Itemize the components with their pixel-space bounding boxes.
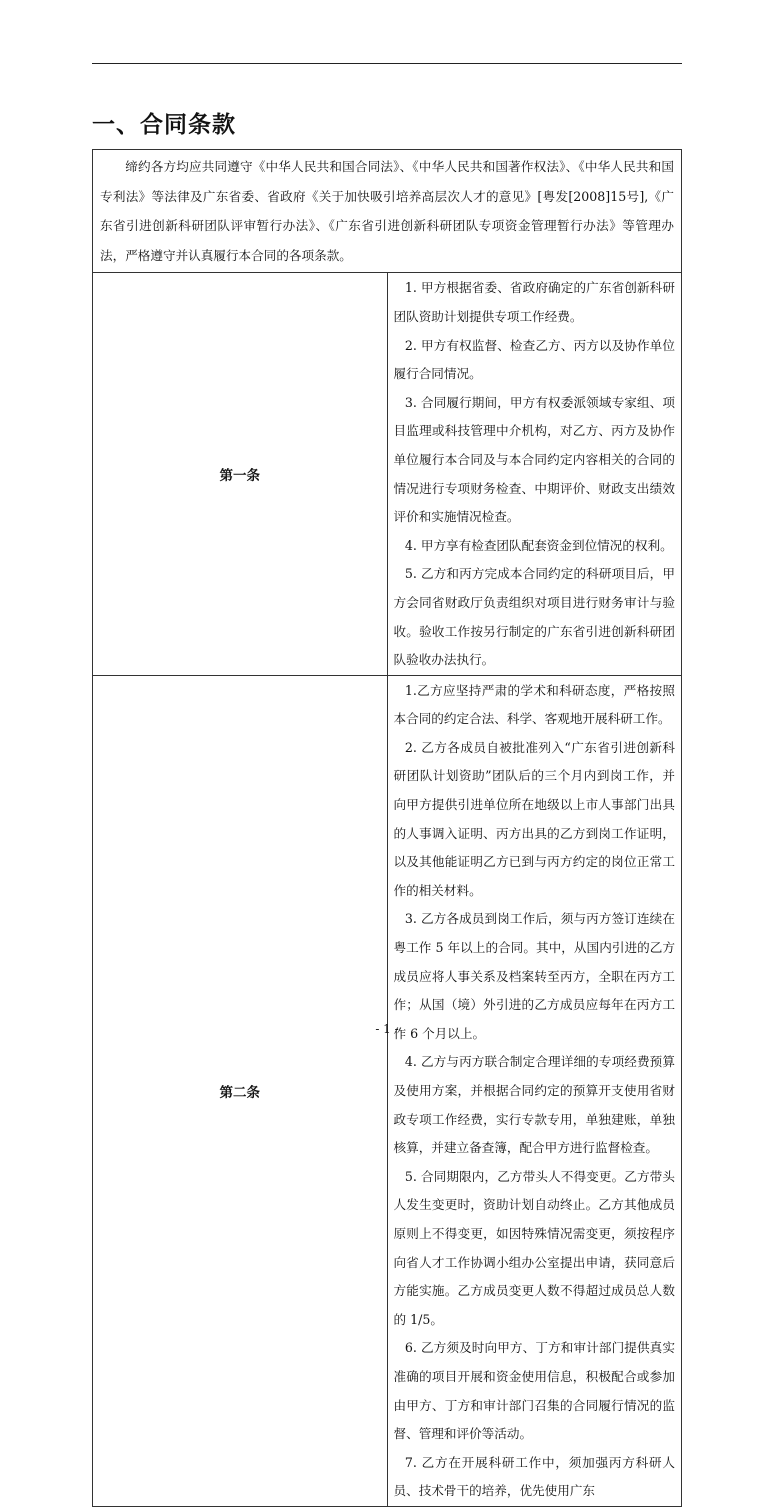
article-2-clause-6: 6. 乙方须及时向甲方、丁方和审计部门提供真实准确的项目开展和资金使用信息，积极配合或参加由甲方、丁方和审计部门召集的合同履行情况的监督、管理和评价等活动。 (393, 1340, 675, 1442)
article-body-1 (387, 273, 682, 675)
article-2-clause-5: 5. 合同期限内，乙方带头人不得变更。乙方带头人发生变更时，资助计划自动终止。乙方其他成员原则上不得变更，如因特殊情况需变更，须按程序向省人才工作协调小组办公室提出申请，获同意后方能实施。乙方成员变更人数不得超过成员总人数的 1/5。 (393, 1168, 675, 1327)
article-1-clause-3: 3. 合同履行期间，甲方有权委派领域专家组、项目监理或科技管理中介机构，对乙方、丙方及协作单位履行本合同及与本合同约定内容相关的合同的情况进行专项财务检查、中期评价、财政支出绩效评价和实施情况检查。 (393, 394, 675, 525)
article-1-clause-1: 1. 甲方根据省委、省政府确定的广东省创新科研团队资助计划提供专项工作经费。 (393, 280, 675, 324)
article-row-1 (93, 273, 682, 675)
article-2-clause-3: 3. 乙方各成员到岗工作后，须与丙方签订连续在粤工作 5 年以上的合同。其中，从国内引进的乙方成员应将人事关系及档案转至丙方，全职在丙方工作；从国（境）外引进的乙方成员应每年在丙方工作 6 个月以上。 (393, 911, 675, 1041)
article-2-clause-2: 2. 乙方各成员自被批准列入“广东省引进创新科研团队计划资助”团队后的三个月内到岗工作，并向甲方提供引进单位所在地级以上市人事部门出具的人事调入证明、丙方出具的乙方到岗工作证明，以及其他能证明乙方已到与丙方约定的岗位正常工作的相关材料。 (393, 739, 675, 898)
article-2-clause-1: 1.乙方应坚持严肃的学术和科研态度，严格按照本合同的约定合法、科学、客观地开展科研工作。 (393, 682, 675, 727)
article-label-1: 第一条 (93, 273, 388, 675)
preamble-cell (93, 150, 682, 273)
article-1-clause-5: 5. 乙方和丙方完成本合同约定的科研项目后，甲方会同省财政厅负责组织对项目进行财务审计与验收。验收工作按另行制定的广东省引进创新科研团队验收办法执行。 (393, 566, 675, 668)
article-label-2: 第二条 (93, 675, 388, 1506)
article-2-clause-7: 7. 乙方在开展科研工作中，须加强丙方科研人员、技术骨干的培养，优先使用广东 (393, 1454, 675, 1499)
article-row-2 (93, 675, 682, 1506)
article-1-clause-2: 2. 甲方有权监督、检查乙方、丙方以及协作单位履行合同情况。 (393, 337, 675, 382)
article-2-clause-4: 4. 乙方与丙方联合制定合理详细的专项经费预算及使用方案，并根据合同约定的预算开支使用省财政专项工作经费，实行专款专用，单独建账，单独核算，并建立备查簿，配合甲方进行监督检查。 (393, 1054, 675, 1156)
article-1-clause-4: 4. 甲方享有检查团队配套资金到位情况的权利。 (404, 537, 673, 553)
section-heading: 一、合同条款 (92, 112, 236, 138)
preamble-row (93, 150, 682, 273)
page-number: - 1 - (375, 1022, 399, 1036)
contract-terms-table (92, 149, 682, 1507)
header-rule (92, 63, 682, 64)
article-body-2 (387, 675, 682, 1506)
preamble-text: 缔约各方均应共同遵守《中华人民共和国合同法》、《中华人民共和国著作权法》、《中华人民共和国专利法》等法律及广东省委、省政府《关于加快吸引培养高层次人才的意见》[粤发[2008]15号],《广东省引进创新科研团队评审暂行办法》、《广东省引进创新科研团队专项资金管理暂行办法》等管理办法，严格遵守并认真履行本合同的各项条款。 (100, 159, 674, 263)
